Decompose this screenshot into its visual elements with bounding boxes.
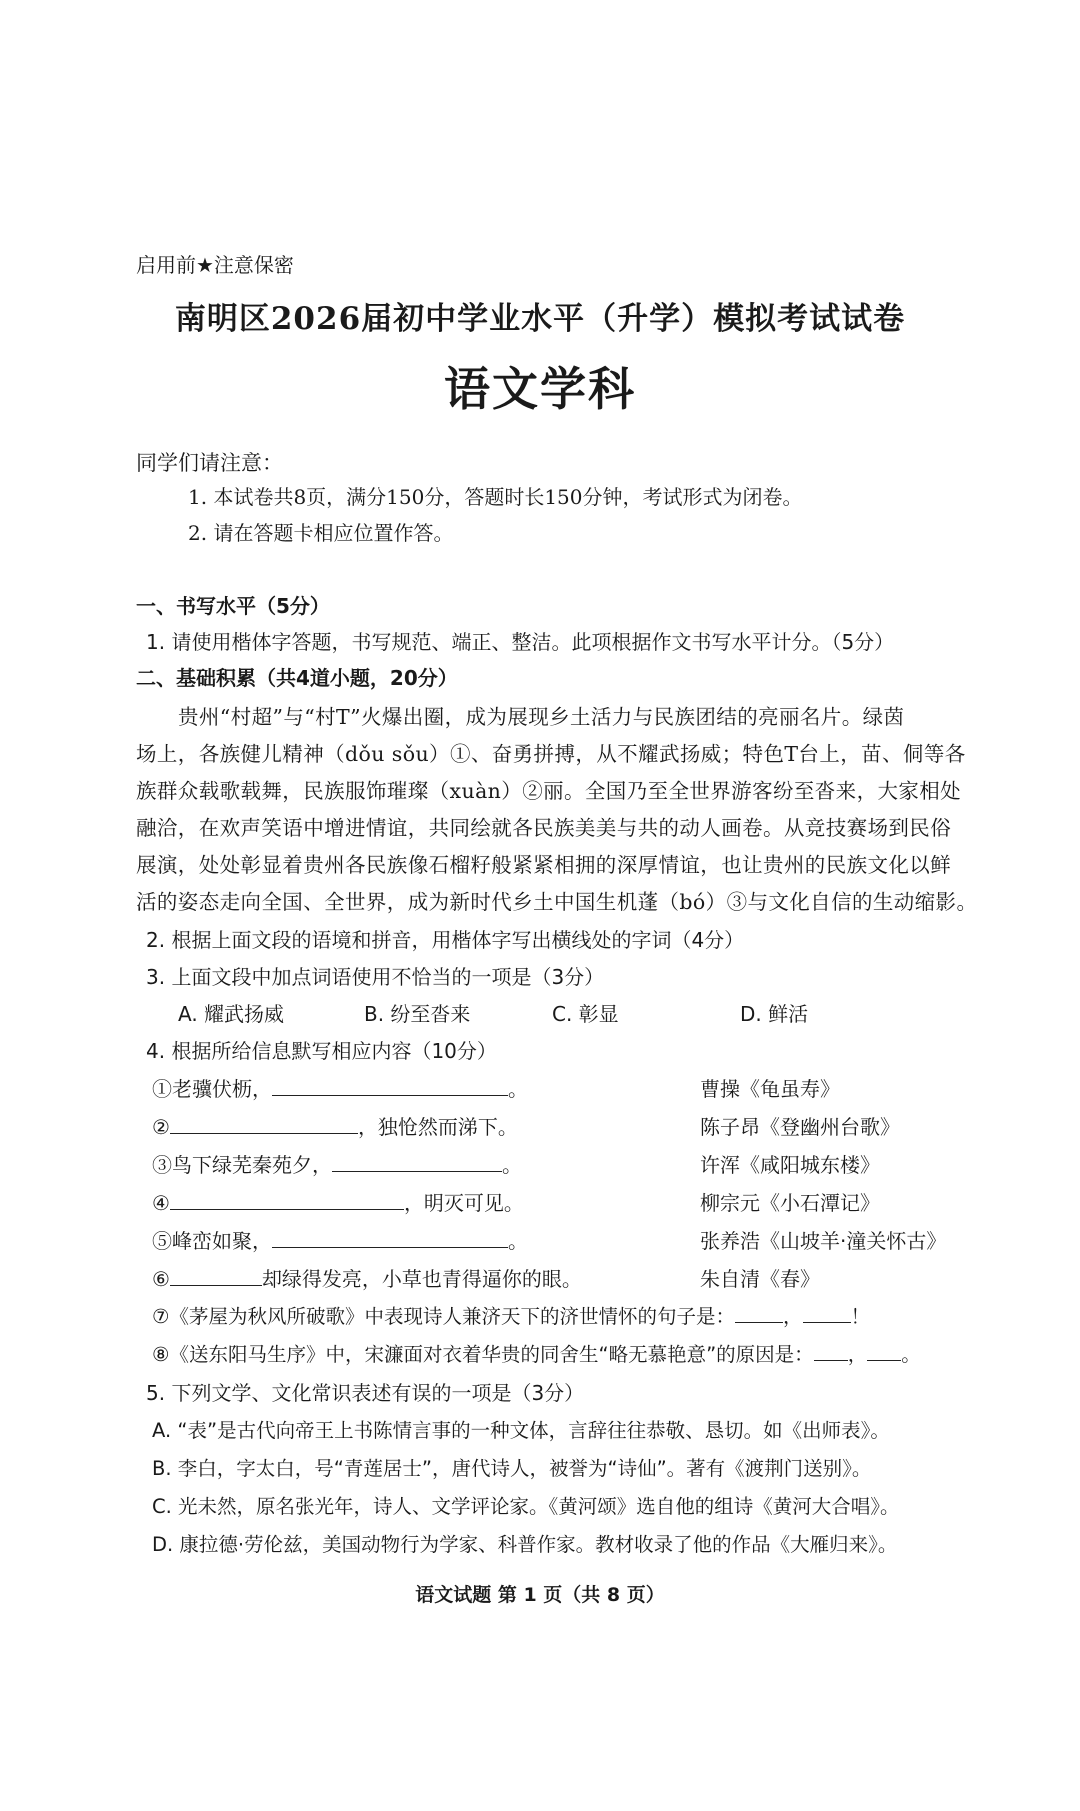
q3-option-d: D. 鲜活 <box>740 1002 809 1026</box>
q4-source: 曹操《龟虽寿》 <box>700 1077 840 1101</box>
q3-option-c: C. 彰显 <box>552 1002 619 1026</box>
answer-blank[interactable] <box>814 1342 848 1361</box>
q4-item-text: 。 <box>502 1153 522 1177</box>
notice-item: 2. 请在答题卡相应位置作答。 <box>188 521 454 545</box>
subject-title: 语文学科 <box>444 362 636 416</box>
q4-item-4 <box>152 1187 524 1216</box>
question-5: 5. 下列文学、文化常识表述有误的一项是（3分） <box>146 1381 585 1405</box>
q3-option-b: B. 纷至沓来 <box>364 1002 471 1026</box>
q5-option-c: C. 光未然，原名张光年，诗人、文学评论家。《黄河颂》选自他的组诗《黄河大合唱》。 <box>152 1495 900 1518</box>
q4-item-1 <box>152 1073 528 1102</box>
q4-item-text: ， <box>847 1343 868 1366</box>
exam-title: 南明区2026届初中学业水平（升学）模拟考试试卷 <box>174 301 906 337</box>
passage-line: 贵州“村超”与“村T”火爆出圈，成为展现乡土活力与民族团结的亮丽名片。绿茵 <box>178 705 905 729</box>
q4-source: 许浑《咸阳城东楼》 <box>700 1153 880 1177</box>
answer-blank[interactable] <box>803 1304 851 1323</box>
q4-item-text: ， <box>782 1305 803 1328</box>
q4-item-text: ⑦《茅屋为秋风所破歌》中表现诗人兼济天下的济世情怀的句子是： <box>152 1305 735 1328</box>
question-1: 1. 请使用楷体字答题，书写规范、端正、整洁。此项根据作文书写水平计分。（5分） <box>146 630 895 654</box>
q4-item-text: ③鸟下绿芜秦苑夕， <box>152 1153 332 1177</box>
q3-option-a: A. 耀武扬威 <box>178 1002 285 1026</box>
answer-blank[interactable] <box>272 1077 508 1096</box>
answer-blank[interactable] <box>170 1267 262 1286</box>
q4-item-text: ② <box>152 1115 170 1139</box>
q4-item-text: ⑥ <box>152 1267 170 1291</box>
q4-item-text: 。 <box>508 1229 528 1253</box>
q5-option-a: A. “表”是古代向帝王上书陈情言事的一种文体，言辞往往恭敬、恳切。如《出师表》。 <box>152 1419 890 1442</box>
q4-item-text: 却绿得发亮，小草也青得逼你的眼。 <box>261 1267 582 1291</box>
q4-source: 张养浩《山坡羊·潼关怀古》 <box>700 1229 947 1253</box>
q4-source: 陈子昂《登幽州台歌》 <box>700 1115 900 1139</box>
q4-item-text: ④ <box>152 1191 170 1215</box>
confidential-note: 启用前★注意保密 <box>136 253 294 277</box>
section-two-heading: 二、基础积累（共4道小题，20分） <box>136 666 458 690</box>
answer-blank[interactable] <box>272 1229 508 1248</box>
q4-item-text: ⑤峰峦如聚， <box>152 1229 272 1253</box>
q4-item-8 <box>152 1339 921 1367</box>
q4-source: 柳宗元《小石潭记》 <box>700 1191 880 1215</box>
q4-item-6 <box>152 1263 582 1292</box>
passage-line: 场上，各族健儿精神（dǒu sǒu）①、奋勇拼搏，从不耀武扬威；特色T台上，苗、侗等各 <box>136 742 966 766</box>
q4-item-3 <box>152 1149 522 1178</box>
answer-blank[interactable] <box>332 1153 502 1172</box>
passage-line: 族群众载歌载舞，民族服饰璀璨（xuàn）②丽。全国乃至全世界游客纷至沓来，大家相处 <box>136 779 962 803</box>
passage-line: 融洽，在欢声笑语中增进情谊，共同绘就各民族美美与共的动人画卷。从竞技赛场到民俗 <box>136 816 952 840</box>
passage-line: 活的姿态走向全国、全世界，成为新时代乡土中国生机蓬（bó）③与文化自信的生动缩影。 <box>136 890 978 914</box>
q5-option-d: D. 康拉德·劳伦兹，美国动物行为学家、科普作家。教材收录了他的作品《大雁归来》。 <box>152 1533 898 1556</box>
q4-item-text: 。 <box>901 1343 921 1366</box>
q4-item-2 <box>152 1111 518 1140</box>
q4-item-text: 。 <box>508 1077 528 1101</box>
answer-blank[interactable] <box>170 1115 358 1134</box>
q4-item-5 <box>152 1225 528 1254</box>
section-one-heading: 一、书写水平（5分） <box>136 594 330 618</box>
q4-source: 朱自清《春》 <box>700 1267 820 1291</box>
question-2: 2. 根据上面文段的语境和拼音，用楷体字写出横线处的字词（4分） <box>146 928 745 952</box>
q4-item-7 <box>152 1301 870 1329</box>
question-3: 3. 上面文段中加点词语使用不恰当的一项是（3分） <box>146 965 605 989</box>
q4-item-text: ！ <box>850 1305 871 1328</box>
page-footer: 语文试题 第 1 页（共 8 页） <box>415 1584 665 1606</box>
q4-item-text: ①老骥伏枥， <box>152 1077 272 1101</box>
passage-line: 展演，处处彰显着贵州各民族像石榴籽般紧紧相拥的深厚情谊，也让贵州的民族文化以鲜 <box>136 853 952 877</box>
notice-heading: 同学们请注意： <box>136 451 283 475</box>
answer-blank[interactable] <box>170 1191 404 1210</box>
q5-option-b: B. 李白，字太白，号“青莲居士”，唐代诗人，被誉为“诗仙”。著有《渡荆门送别》。 <box>152 1457 872 1480</box>
question-4: 4. 根据所给信息默写相应内容（10分） <box>146 1039 497 1063</box>
answer-blank[interactable] <box>867 1342 901 1361</box>
q4-item-text: ⑧《送东阳马生序》中，宋濂面对衣着华贵的同舍生“略无慕艳意”的原因是： <box>152 1343 814 1366</box>
answer-blank[interactable] <box>735 1304 783 1323</box>
notice-item: 1. 本试卷共8页，满分150分，答题时长150分钟，考试形式为闭卷。 <box>188 485 803 509</box>
q4-item-text: ，独怆然而涕下。 <box>357 1115 518 1139</box>
q4-item-text: ，明灭可见。 <box>403 1191 524 1215</box>
